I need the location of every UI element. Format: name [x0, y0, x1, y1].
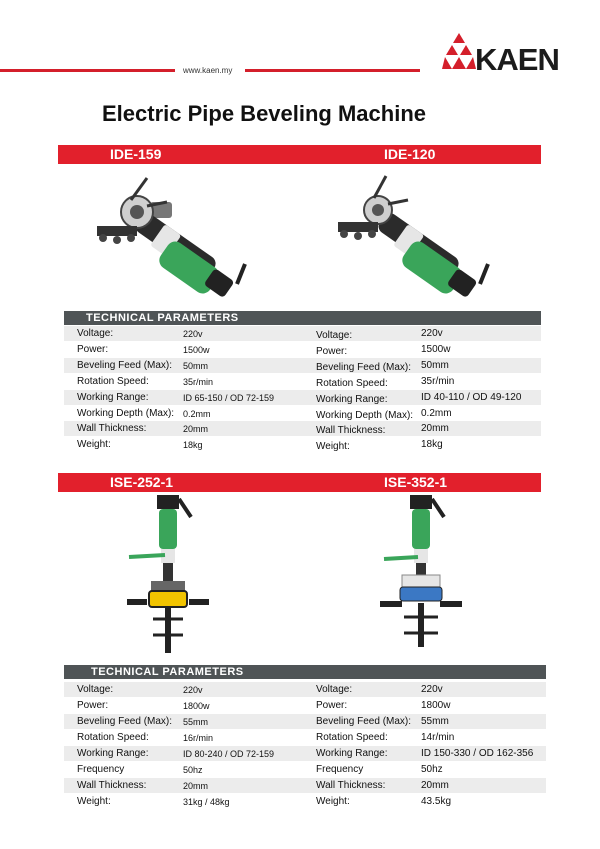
- param-label: Rotation Speed:: [316, 732, 388, 743]
- param-label: Frequency: [77, 764, 125, 775]
- param-label: Working Range:: [77, 392, 149, 403]
- table-row: [64, 698, 546, 713]
- ise-352-1-machine-image: [378, 495, 468, 655]
- param-value: 43.5kg: [421, 796, 452, 807]
- param-value: ID 40-110 / OD 49-120: [421, 392, 522, 403]
- param-label: Working Depth (Max):: [316, 410, 414, 421]
- model-name-ise-252-1: ISE-252-1: [110, 474, 174, 490]
- param-label: Weight:: [77, 439, 111, 450]
- param-label: Voltage:: [316, 684, 353, 695]
- website-url: www.kaen.my: [183, 66, 233, 75]
- param-label: Beveling Feed (Max):: [316, 716, 412, 727]
- param-value: 55mm: [421, 716, 449, 727]
- ide-120-machine-image: [338, 172, 498, 302]
- param-value: 31kg / 48kg: [183, 797, 230, 807]
- param-label: Voltage:: [77, 684, 114, 695]
- param-value: 220v: [183, 329, 203, 339]
- param-label: Working Range:: [316, 394, 388, 405]
- param-label: Weight:: [316, 441, 350, 452]
- param-value: 14r/min: [421, 732, 455, 743]
- page-title: Electric Pipe Beveling Machine: [102, 101, 427, 126]
- model-name-ide-159: IDE-159: [110, 146, 162, 162]
- param-value: 0.2mm: [183, 409, 211, 419]
- param-value: 1800w: [421, 700, 451, 711]
- param-value: 35r/min: [183, 377, 214, 387]
- table-row: [64, 778, 546, 793]
- param-label: Working Range:: [77, 748, 149, 759]
- model-bar-2: [58, 473, 541, 492]
- table-row: [64, 794, 546, 809]
- param-value: 0.2mm: [421, 408, 452, 419]
- param-value: 220v: [421, 684, 443, 695]
- param-value: 1500w: [183, 345, 210, 355]
- param-label: Rotation Speed:: [316, 378, 388, 389]
- param-label: Power:: [316, 700, 348, 711]
- table-row: [64, 374, 541, 389]
- table-row: [64, 730, 546, 745]
- param-label: Weight:: [77, 796, 111, 807]
- table-row: [64, 714, 546, 729]
- table-row: [64, 437, 541, 452]
- param-value: 1500w: [421, 344, 451, 355]
- param-value: 18kg: [421, 439, 443, 450]
- param-label: Beveling Feed (Max):: [316, 362, 412, 373]
- param-label: Beveling Feed (Max):: [77, 360, 173, 371]
- param-value: 50hz: [183, 765, 203, 775]
- param-value: 20mm: [421, 423, 449, 434]
- param-label: Weight:: [316, 796, 350, 807]
- param-label: Wall Thickness:: [77, 423, 147, 434]
- tech-params-title-2: TECHNICAL PARAMETERS: [91, 666, 244, 678]
- param-value: 220v: [421, 328, 443, 339]
- model-name-ide-120: IDE-120: [384, 146, 436, 162]
- kaen-logo-mark-icon: [442, 33, 476, 77]
- param-label: Wall Thickness:: [316, 425, 386, 436]
- table-row: [64, 326, 541, 341]
- tech-params-bar-2: [64, 665, 546, 679]
- param-value: ID 150-330 / OD 162-356: [421, 748, 534, 759]
- param-value: ID 80-240 / OD 72-159: [183, 749, 275, 759]
- header-rule-left: [0, 69, 175, 72]
- param-value: 20mm: [183, 424, 209, 434]
- param-label: Wall Thickness:: [77, 780, 147, 791]
- param-label: Working Depth (Max):: [77, 408, 175, 419]
- param-value: 1800w: [183, 701, 210, 711]
- param-label: Wall Thickness:: [316, 780, 386, 791]
- param-value: 35r/min: [421, 376, 455, 387]
- param-label: Voltage:: [316, 330, 353, 341]
- param-label: Rotation Speed:: [77, 376, 149, 387]
- table-row: [64, 342, 541, 357]
- param-value: 220v: [183, 685, 203, 695]
- ide-159-machine-image: [95, 172, 255, 302]
- brand-name: KAEN: [475, 42, 559, 77]
- param-label: Power:: [77, 700, 109, 711]
- param-label: Rotation Speed:: [77, 732, 149, 743]
- table-row: [64, 358, 541, 373]
- param-value: 20mm: [421, 780, 449, 791]
- param-label: Working Range:: [316, 748, 388, 759]
- table-row: [64, 406, 541, 421]
- tech-params-title-1: TECHNICAL PARAMETERS: [86, 312, 239, 324]
- header-rule-right: [245, 69, 420, 72]
- table-row: [64, 390, 541, 405]
- param-value: 55mm: [183, 717, 209, 727]
- param-value: 50hz: [421, 764, 443, 775]
- tech-params-bar-1: [64, 311, 541, 325]
- table-row: [64, 746, 546, 761]
- param-value: 50mm: [183, 361, 209, 371]
- param-value: 20mm: [183, 781, 209, 791]
- param-label: Voltage:: [77, 328, 114, 339]
- model-bar-1: [58, 145, 541, 164]
- table-row: [64, 762, 546, 777]
- param-label: Power:: [77, 344, 109, 355]
- param-label: Beveling Feed (Max):: [77, 716, 173, 727]
- model-name-ise-352-1: ISE-352-1: [384, 474, 448, 490]
- param-value: 50mm: [421, 360, 449, 371]
- param-label: Frequency: [316, 764, 364, 775]
- param-value: 18kg: [183, 440, 203, 450]
- table-row: [64, 682, 546, 697]
- param-value: ID 65-150 / OD 72-159: [183, 393, 275, 403]
- ise-252-1-machine-image: [125, 495, 215, 655]
- param-label: Power:: [316, 346, 348, 357]
- param-value: 16r/min: [183, 733, 214, 743]
- table-row: [64, 421, 541, 436]
